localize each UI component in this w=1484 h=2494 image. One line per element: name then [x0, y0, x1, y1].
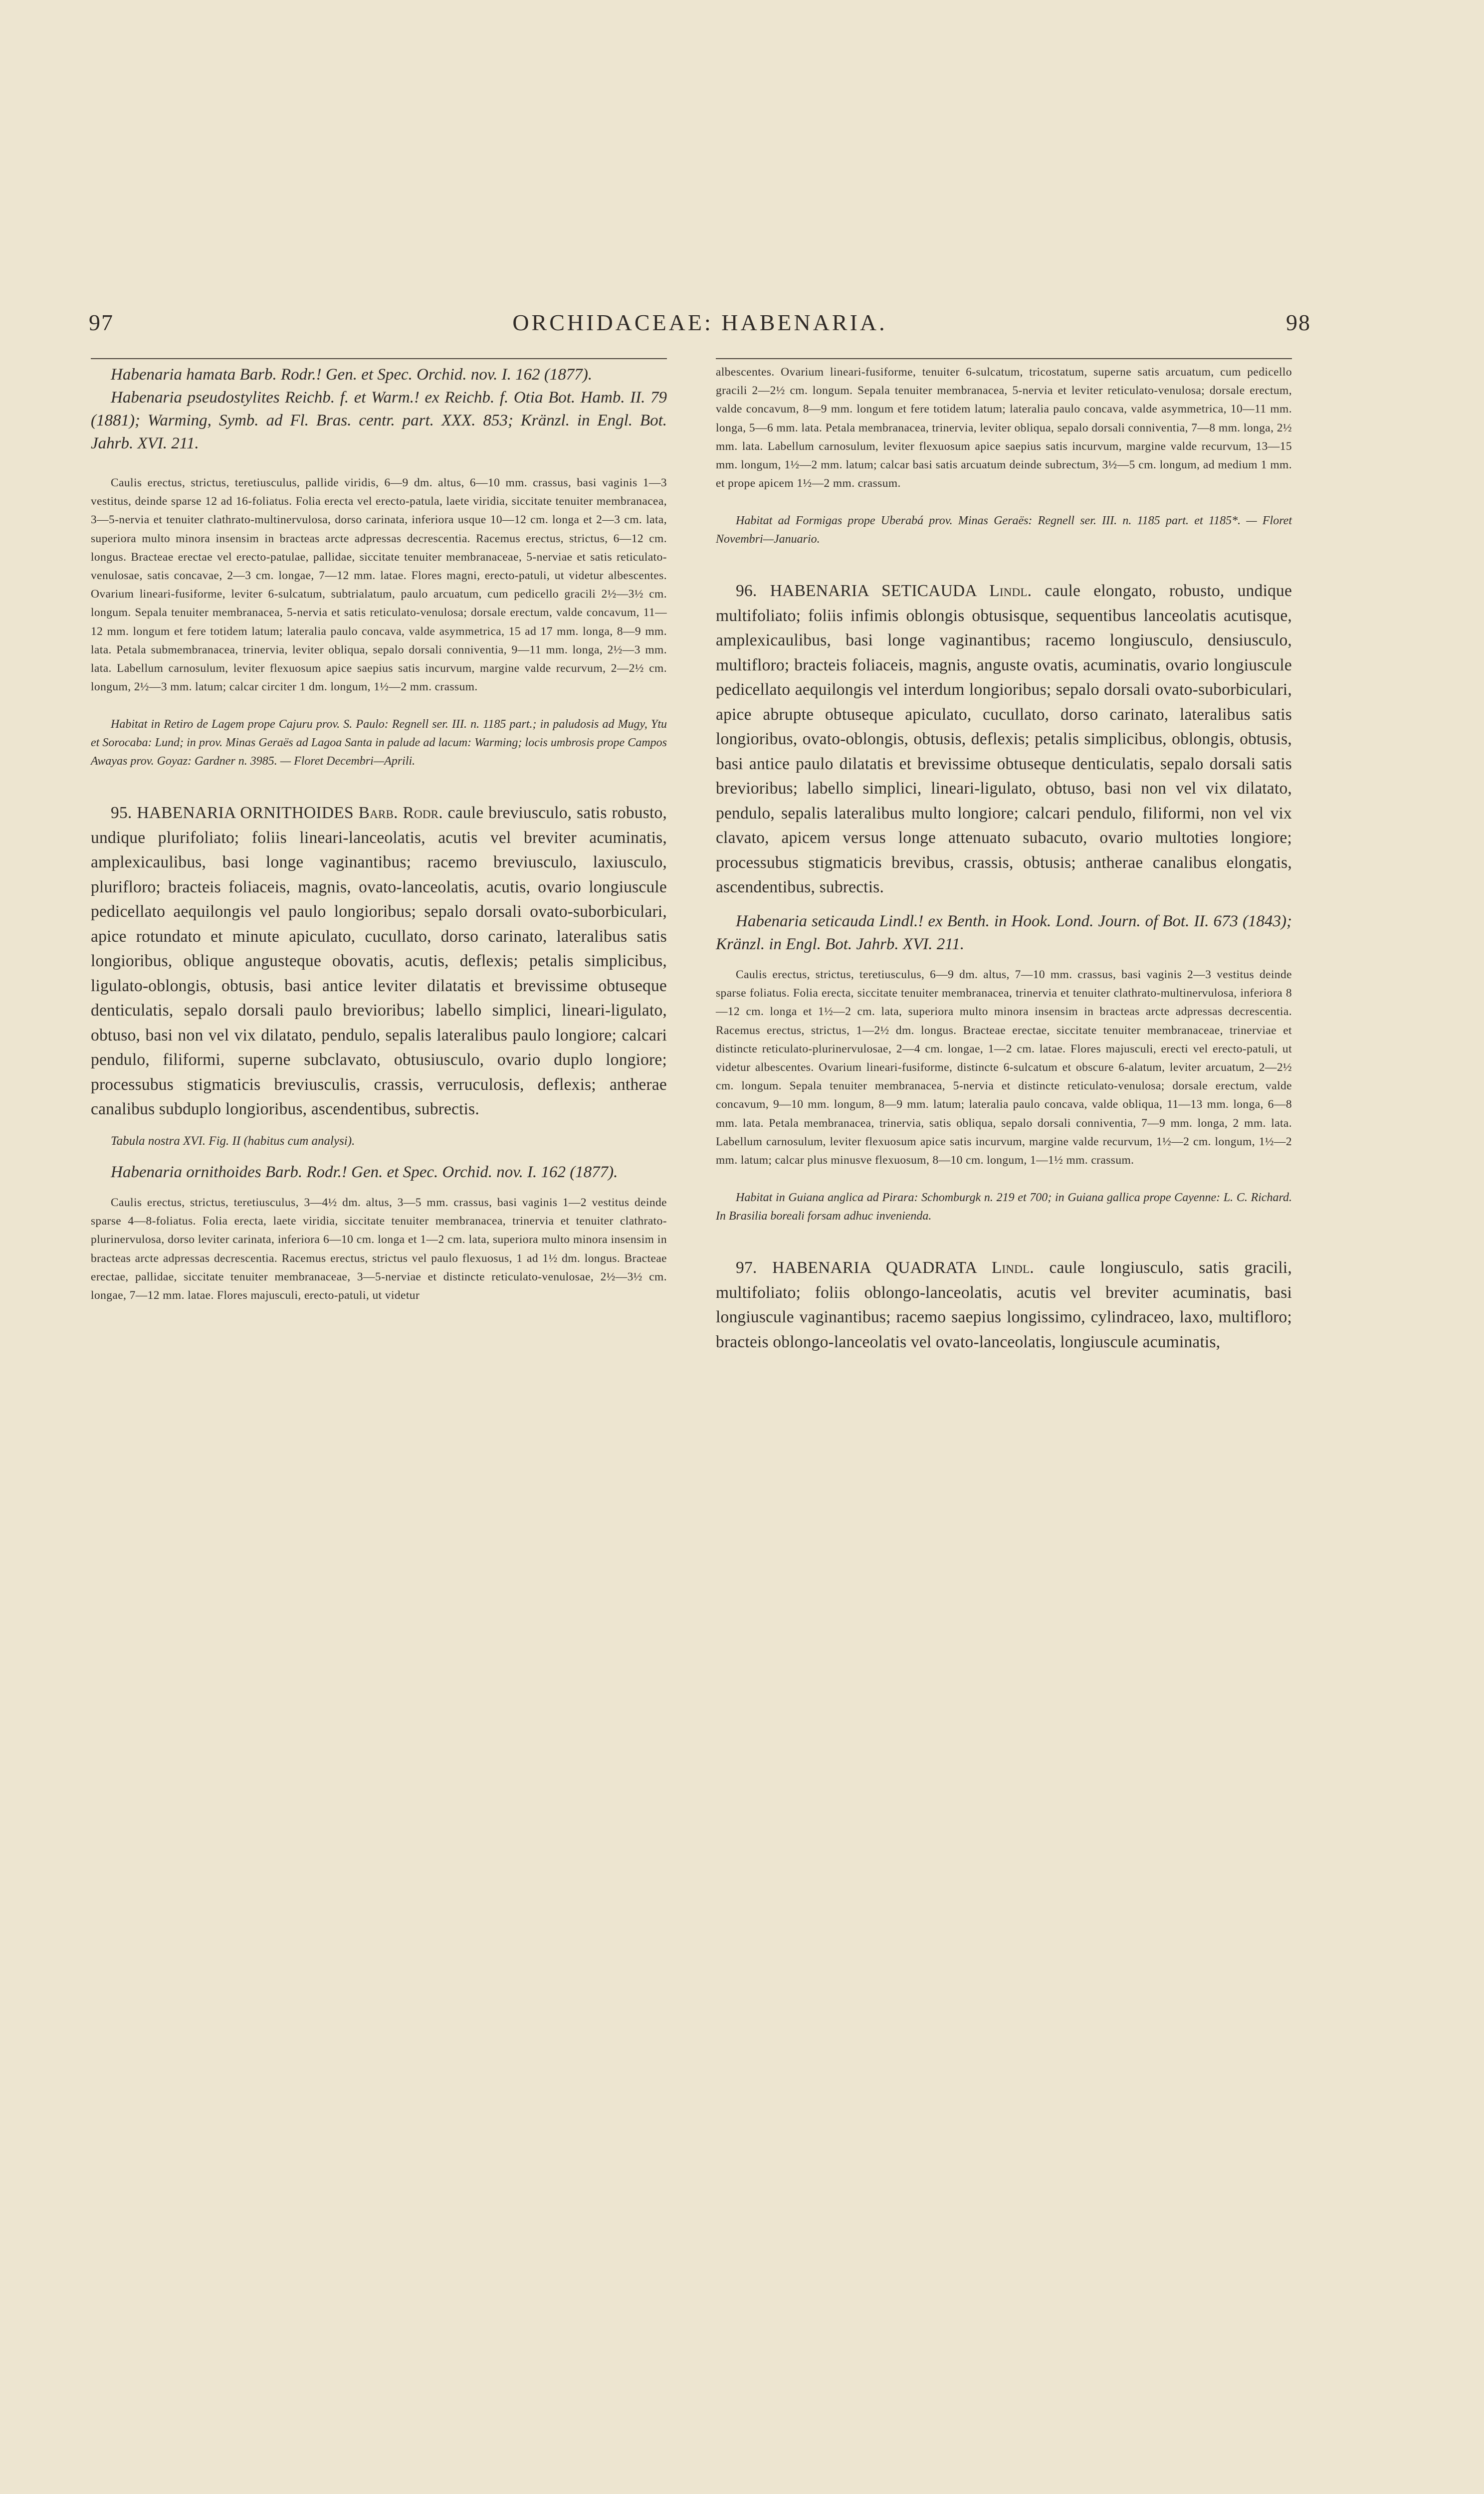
species-author: Lindl. [991, 1258, 1034, 1277]
species-heading-97 [716, 1255, 1292, 1354]
species-diagnosis: caule elongato, robusto, undique multifoliato; foliis infimis oblongis obtusisque, sequentibus lanceolatis acutisque, amplexicaulibus, basi longe vaginantibus; racemo longiusculo, densiusculo, multifloro; bracteis foliaceis, magnis, anguste ovatis, acuminatis, ovario longiuscule pedicellato aequilongis vel interdum longioribus; sepalo dorsali ovato-suborbiculari, apice abrupte obtuseque apiculato, cucullato, dorso carinato, lateralibus satis longioribus, ovato-oblongis, obtusis, deflexis; petalis simplicibus, oblongis, obtusis, basi antice paulo dilatatis et brevissime obtuseque denticulatis, sepalo dorsali satis brevioribus; labello simplici, lineari-ligulato, obtuso, basi non vel vix dilatato, pendulo, sepalis lateralibus multo longiore; calcari pendulo, filiformi, non vel vix clavato, apicem versus longe attenuato subacuto, ovario multoties longiore; processubus stigmaticis brevibus, crassis, obtusis; antherae canalibus elongatis, ascendentibus, subrectis. [716, 582, 1292, 897]
species-description-continued: albescentes. Ovarium lineari-fusiforme, tenuiter 6-sulcatum, tricostatum, superne satis arcuatum, cum pedicello gracili 2—2½ cm. longum. Sepala tenuiter membranacea, 5-nervia et leviter reticulato-venulosa; dorsale erectum, valde concavum, 8—9 mm. longum et fere totidem latum; lateralia paulo concava, valde asymmetrica, 10—11 mm. longa, 5—6 mm. lata. Petala membranacea, trinervia, leviter obliqua, sepalo dorsali conniventia, 7—8 mm. longa, 2½ mm. lata. Labellum carnosulum, leviter flexuosum apice saepius satis incurvum, margine valde recurvum, 13—15 mm. longum, 1½—2 mm. latum; calcar basi satis arcuatum deinde subrectum, 3½—5 cm. longum, ad medium 1 mm. et prope apicem 1½—2 mm. crassum. [716, 366, 1292, 490]
species-author: Lindl. [989, 582, 1032, 601]
species-heading-96 [716, 579, 1292, 900]
running-title: ORCHIDACEAE: HABENARIA. [512, 310, 887, 335]
species-name: HABENARIA SETICAUDA [770, 582, 976, 601]
habitat-note: Habitat in Guiana anglica ad Pirara: Schomburgk n. 219 et 700; in Guiana gallica prope Cayenne: L. C. Richard. In Brasilia boreali forsam adhuc invenienda. [716, 1191, 1292, 1223]
species-name: HABENARIA QUADRATA [772, 1258, 977, 1277]
species-description: Caulis erectus, strictus, teretiusculus, 3—4½ dm. altus, 3—5 mm. crassus, basi vaginis 1—2 vestitus deinde sparse 4—8-foliatus. Folia erecta, laete viridia, siccitate tenuiter membranacea, trinervia et tenuiter clathrato-plurinervulosa, dorso leviter carinata, inferiora 6—10 cm. longa et 1—2 cm. lata, superiora multo minora insensim in bracteas arcte adpressas decrescentia. Racemus erectus, strictus vel paulo flexuosus, 1 ad 1½ dm. longus. Bracteae erectae, pallidae, siccitate tenuiter membranaceae, 3—5-nerviae et distincte reticulato-venulosae, 2½—3½ cm. longae, 7—12 mm. latae. Flores majusculi, erecto-patuli, ut videtur [91, 1196, 667, 1302]
species-number: 95. [111, 804, 132, 823]
synonym-reference: Habenaria pseudostylites Reichb. f. et Warm.! ex Reichb. f. Otia Bot. Hamb. II. 79 (1881); Warming, Symb. ad Fl. Bras. centr. part. XXX. 853; Kränzl. in Engl. Bot. Jahrb. XVI. 211. [91, 389, 667, 452]
synonym-reference: Habenaria hamata Barb. Rodr.! Gen. et Spec. Orchid. nov. I. 162 (1877). [111, 366, 593, 384]
header-rule-right [716, 358, 1292, 359]
species-author: Barb. Rodr. [358, 804, 443, 823]
header-rule-left [91, 358, 667, 359]
species-name: HABENARIA ORNITHOIDES [137, 804, 354, 823]
habitat-note: Habitat ad Formigas prope Uberabá prov. Minas Geraës: Regnell ser. III. n. 1185 part. et 1185*. — Floret Novembri—Januario. [716, 514, 1292, 546]
species-diagnosis: caule breviusculo, satis robusto, undique plurifoliato; foliis lineari-lanceolatis, acutis vel breviter acuminatis, amplexicaulibus, basi longe vaginantibus; racemo breviusculo, laxiusculo, plurifloro; bracteis foliaceis, magnis, ovato-lanceolatis, acutis, ovario longiuscule pedicellato aequilongis vel paulo longioribus; sepalo dorsali ovato-suborbiculari, apice rotundato et minute apiculato, cucullato, dorso carinato, lateralibus satis longioribus, oblique angusteque obovatis, acutis, deflexis; petalis simplicibus, ligulato-oblongis, obtusis, basi antice leviter dilatatis et brevissime obtuseque denticulatis, sepalo dorsali paulo brevioribus; labello simplici, lineari-ligulato, obtuso, basi non vel vix dilatato, pendulo, sepalis lateralibus paulo longiore; calcari pendulo, filiformi, superne subclavato, obtusiusculo, ovario duplo longiore; processubus stigmaticis breviusculis, crassis, verruculosis, deflexis; antherae canalibus subduplo longioribus, ascendentibus, subrectis. [91, 804, 667, 1119]
synonym-reference: Habenaria ornithoides Barb. Rodr.! Gen. et Spec. Orchid. nov. I. 162 (1877). [111, 1163, 618, 1181]
species-heading-95 [91, 801, 667, 1122]
habitat-note: Habitat in Retiro de Lagem prope Cajuru prov. S. Paulo: Regnell ser. III. n. 1185 part.; in paludosis ad Mugy, Ytu et Sorocaba: Lund; in prov. Minas Geraës ad Lagoa Santa in palude ad lacum: Warming; locis umbrosis prope Campos Awayas prov. Goyaz: Gardner n. 3985. — Floret Decembri—Aprili. [91, 718, 667, 768]
species-description: Caulis erectus, strictus, teretiusculus, 6—9 dm. altus, 7—10 mm. crassus, basi vaginis 2—3 vestitus deinde sparse foliatus. Folia erecta, siccitate tenuiter membranacea, trinervia et tenuiter clathrato-multinervulosa, inferiora 8—12 cm. longa et 1½—2 cm. lata, superiora multo minora insensim in bracteas arcte adpressas decrescentia. Racemus erectus, strictus, 1—2½ dm. longus. Bracteae erectae, siccitate tenuiter membranaceae, trinerviae et distincte reticulato-plurinervulosae, 2—4 cm. longae, 1—2 cm. latae. Flores majusculi, erecti vel erecto-patuli, ut videtur albescentes. Ovarium lineari-fusiforme, distincte 6-sulcatum et obscure 6-alatum, leviter arcuatum, 2—2½ cm. longum. Sepala tenuiter membranacea, 5-nervia et distincte reticulato-venulosa; dorsale erectum, valde concavum, 9—10 mm. longum, 8—9 mm. latum; lateralia paulo concava, valde obliqua, 11—13 mm. longa, 6—8 mm. lata. Petala membranacea, trinervia, satis obliqua, sepalo dorsali conniventia, 7—9 mm. longa, 2 mm. lata. Labellum carnosulum, leviter flexuosum apice satis incurvum, margine valde recurvum, 1½—2 cm. longum, 1½—2 mm. latum; calcar plus minusve flexuosum, 8—10 cm. longum, 1—1½ mm. crassum. [716, 968, 1292, 1167]
synonym-reference: Habenaria seticauda Lindl.! ex Benth. in Hook. Lond. Journ. of Bot. II. 673 (1843); Kränzl. in Engl. Bot. Jahrb. XVI. 211. [716, 912, 1292, 953]
page-number-left: 97 [89, 310, 114, 335]
plate-reference: Tabula nostra XVI. Fig. II (habitus cum analysi). [111, 1134, 355, 1148]
species-diagnosis: caule longiusculo, satis gracili, multifoliato; foliis oblongo-lanceolatis, acutis vel breviter acuminatis, basi longiuscule vaginantibus; racemo saepius longissimo, cylindraceo, laxo, multifloro; bracteis oblongo-lanceolatis vel ovato-lanceolatis, longiuscule acuminatis, [716, 1258, 1292, 1351]
running-header [89, 309, 1311, 349]
species-description: Caulis erectus, strictus, teretiusculus, pallide viridis, 6—9 dm. altus, 6—10 mm. crassus, basi vaginis 1—3 vestitus, deinde sparse 12 ad 16-foliatus. Folia erecta vel erecto-patula, laete viridia, siccitate tenuiter membranacea, 3—5-nervia et tenuiter clathrato-multinervulosa, dorso carinata, inferiora usque 10—12 cm. longa et 2—3 cm. lata, superiora multo minora insensim in bracteas arcte adpressas decrescentia. Racemus erectus, strictus, 6—12 cm. longus. Bracteae erectae vel erecto-patulae, pallidae, siccitate tenuiter membranaceae, 5-nerviae et satis reticulato-venulosae, satis concavae, 2—3 cm. longae, 7—12 mm. latae. Flores magni, erecto-patuli, ut videtur albescentes. Ovarium lineari-fusiforme, leviter 6-sulcatum, subtrialatum, paulo arcuatum, cum pedicello gracili 2½—3½ cm. longum. Sepala tenuiter membranacea, 5-nervia et satis reticulato-venulosa; dorsale erectum, valde concavum, 11—12 mm. longum et fere totidem latum; lateralia paulo concava, valde asymmetrica, 15 ad 17 mm. longa, 8—9 mm. lata. Petala submembranacea, trinervia, leviter obliqua, sepalo dorsali conniventia, 9—11 mm. longa, 2½—3 mm. lata. Labellum carnosulum, leviter flexuosum apice saepius satis incurvum, margine valde recurvum, 2—2½ cm. longum, 2½—3 mm. latum; calcar circiter 1 dm. longum, 1½—2 mm. crassum. [91, 476, 667, 694]
species-number: 97. [736, 1258, 757, 1277]
page-number-right: 98 [1286, 310, 1311, 335]
species-number: 96. [736, 582, 757, 601]
